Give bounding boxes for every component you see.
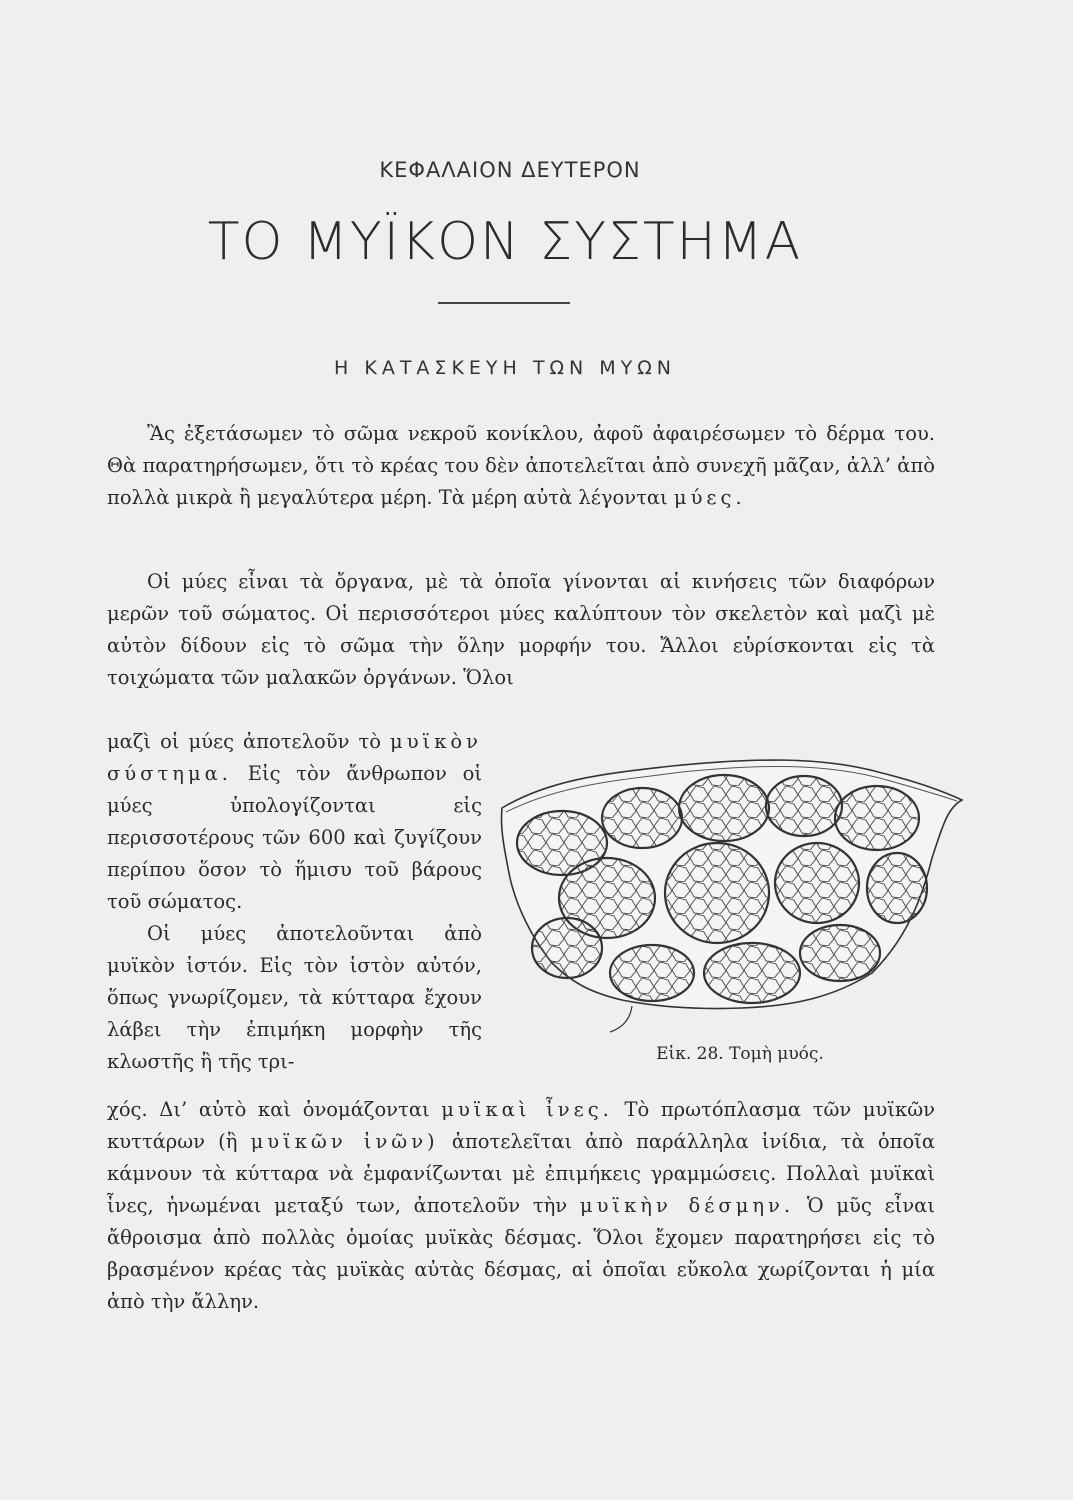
- paragraph-3-text: Οἱ μύες ἀποτελοῦνται ἀπὸ μυϊκὸν ἱστόν. Εἰς τὸν ἱστὸν αὐτόν, ὅπως γνωρίζομεν, τὰ κύτταρα ἔχουν λάβει τὴν ἐπιμήκη μορφὴν τῆς κλωστῆς ἢ τῆς τρι-: [107, 922, 482, 1073]
- fascicle: [704, 943, 800, 1003]
- paragraph-2b-start: μαζὶ οἱ μύες ἀποτελοῦν τὸ: [107, 730, 381, 753]
- paragraph-2-continued: [107, 726, 482, 918]
- chapter-label: ΚΕΦΑΛΑΙΟΝ ΔΕΥΤΕΡΟΝ: [379, 158, 641, 182]
- paragraph-4-mid-2: ἀποτελεῖται ἀπὸ παράλληλα ἰνίδια, τὰ ὁποῖα κάμνουν τὰ κύτταρα νὰ ἐμφανίζωνται μὲ ἐπιμήκεις γραμμώσεις. Πολλαὶ μυϊκαὶ ἶνες, ἡνωμέναι μεταξύ των, ἀποτελοῦν τὴν: [107, 1130, 935, 1217]
- paragraph-2: [107, 566, 935, 694]
- paragraph-4-start: χός. Δι’ αὐτὸ καὶ ὀνομάζονται: [107, 1098, 430, 1121]
- fascicle: [532, 918, 602, 978]
- muscle-cross-section-illustration: [492, 738, 970, 1038]
- title-divider: [438, 302, 570, 304]
- fascicle: [610, 945, 694, 1001]
- paragraph-1: [107, 418, 935, 514]
- fascicle: [665, 843, 769, 943]
- section-title: Η ΚΑΤΑΣΚΕΥΗ ΤΩΝ ΜΥΩΝ: [334, 357, 676, 379]
- term-muscular-system: μυϊκὸν σύστημα.: [107, 730, 482, 785]
- chapter-title: ΤΟ ΜΥΪΚΟΝ ΣΥΣΤΗΜΑ: [207, 212, 803, 272]
- paragraph-3: [107, 918, 482, 1078]
- term-muscle-bundle: μυϊκὴν δέσμην.: [579, 1194, 795, 1217]
- paragraph-4-end: Ὁ μῦς εἶναι ἄθροισμα ἀπὸ πολλὰς ὁμοίας μυϊκὰς δέσμας. Ὅλοι ἔχομεν παρατηρήσει εἰς τὸ βρασμένον κρέας τὰς μυϊκὰς αὐτὰς δέσμας, αἱ ὁποῖαι εὔκολα χωρίζονται ἡ μία ἀπὸ τὴν ἄλλην.: [107, 1194, 935, 1313]
- paragraph-2b-end: Εἰς τὸν ἄνθρωπον οἱ μύες ὑπολογίζονται εἰς περισσοτέρους τῶν 600 καὶ ζυγίζουν περίπου ὅσον τὸ ἥμισυ τοῦ βάρους τοῦ σώματος.: [107, 762, 483, 913]
- paragraph-4-mid-1: Τὸ πρωτόπλασμα τῶν μυϊκῶν κυττάρων (ἢ: [107, 1098, 935, 1153]
- fascicle: [679, 775, 769, 841]
- term-muscle-fibers: μυϊκαὶ ἶνες.: [441, 1098, 613, 1121]
- paragraph-1-text: Ἂς ἐξετάσωμεν τὸ σῶμα νεκροῦ κονίκλου, ἀφοῦ ἀφαιρέσωμεν τὸ δέρμα του. Θὰ παρατηρήσωμεν, ὅτι τὸ κρέας του δὲν ἀποτελεῖται ἀπὸ συνεχῆ μᾶζαν, ἀλλ’ ἀπὸ πολλὰ μικρὰ ἢ μεγαλύτερα μέρη. Τὰ μέρη αὐτὰ λέγονται: [107, 422, 935, 509]
- fascicle: [867, 853, 927, 923]
- fascicle: [775, 843, 859, 923]
- term-muscles: μύες.: [673, 486, 746, 509]
- paragraph-4: [107, 1094, 935, 1318]
- fascicle: [766, 776, 842, 836]
- paragraph-2-text: Οἱ μύες εἶναι τὰ ὄργανα, μὲ τὰ ὁποῖα γίνονται αἱ κινήσεις τῶν διαφόρων μερῶν τοῦ σώματος. Οἱ περισσότεροι μύες καλύπτουν τὸν σκελετὸν καὶ μαζὶ μὲ αὐτὸν δίδουν εἰς τὸ σῶμα τὴν ὅλην μορφήν του. Ἄλλοι εὑρίσκονται εἰς τὰ τοιχώματα τῶν μαλακῶν ὀργάνων. Ὅλοι: [107, 570, 935, 689]
- term-muscle-fibers-genitive: μυϊκῶν ἰνῶν): [250, 1130, 439, 1153]
- figure-caption: Εἰκ. 28. Τομὴ μυός.: [656, 1044, 824, 1064]
- fascicle: [602, 788, 682, 848]
- fascicle: [800, 925, 880, 981]
- fascicle: [835, 786, 919, 850]
